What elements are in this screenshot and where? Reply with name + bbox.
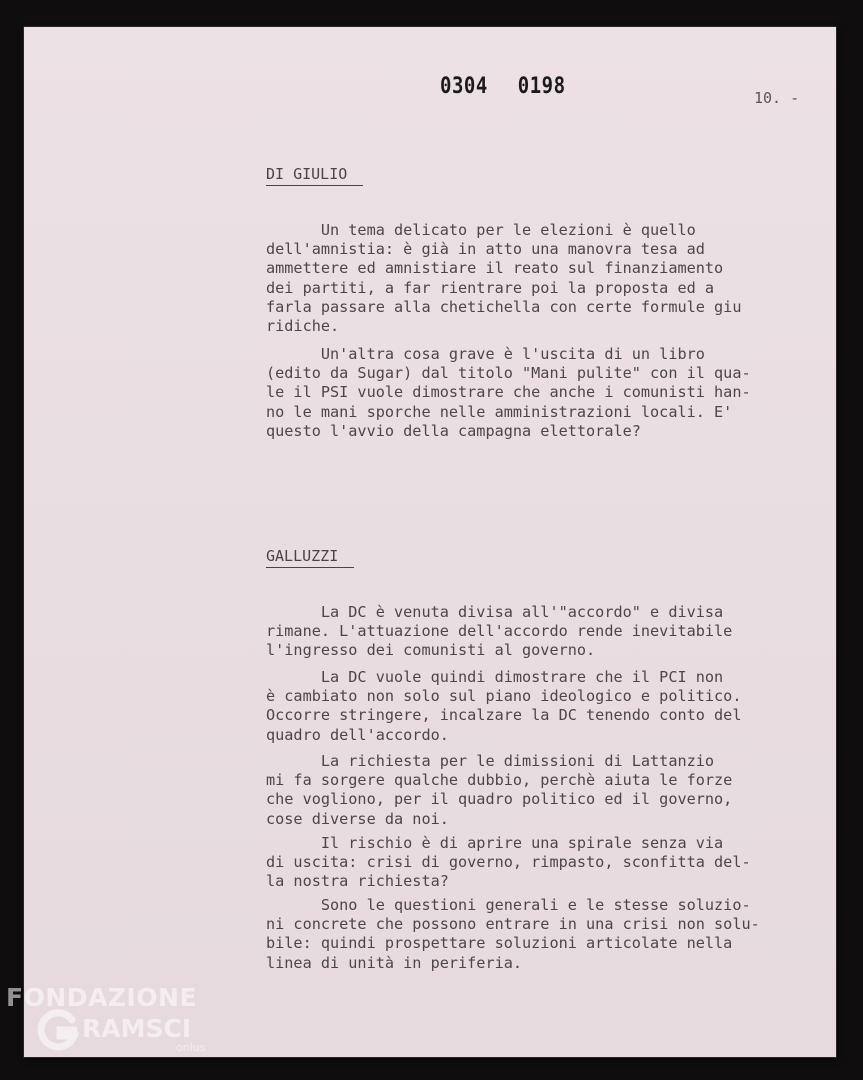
gramsci-g-logo-icon xyxy=(36,1008,80,1052)
watermark-onlus: onlus xyxy=(176,1041,206,1054)
speaker-heading-di-giulio: DI GIULIO xyxy=(266,165,363,186)
archive-number xyxy=(440,75,566,97)
paragraph: Un'altra cosa grave è l'uscita di un libro (edito da Sugar) dal titolo "Mani pulite" con il qua- le il PSI vuole dimostrare che anche i comunisti han- no le mani sporche nelle amministrazioni locali. E' questo l'avvio della campagna elettorale? xyxy=(266,345,751,440)
paragraph: La DC vuole quindi dimostrare che il PCI non è cambiato non solo sul piano ideologico e politico. Occorre stringere, incalzare la DC tenendo conto del quadro dell'accordo. xyxy=(266,668,742,744)
speaker-heading-galluzzi: GALLUZZI xyxy=(266,547,354,568)
paragraph: Un tema delicato per le elezioni è quello dell'amnistia: è già in atto una manovra tesa ad ammettere ed amnistiare il reato sul finanziamento dei partiti, a far rientrare poi la proposta ed a farla passare alla chetichella con certe formule giu ridiche. xyxy=(266,221,742,336)
paragraph: La richiesta per le dimissioni di Lattanzio mi fa sorgere qualche dubbio, perchè aiuta le forze che vogliono, per il quadro politico ed il governo, cose diverse da noi. xyxy=(266,752,733,828)
watermark-line2: RAMSCI xyxy=(82,1014,192,1043)
paragraph: La DC è venuta divisa all'"accordo" e divisa rimane. L'attuazione dell'accordo rende inevitabile l'ingresso dei comunisti al governo. xyxy=(266,603,733,660)
document-page xyxy=(24,27,836,1057)
page-number: 10. - xyxy=(754,89,800,107)
paragraph: Il rischio è di aprire una spirale senza via di uscita: crisi di governo, rimpasto, sconfitta del- la nostra richiesta? xyxy=(266,834,751,891)
archive-number-left: 0304 xyxy=(440,73,488,99)
paragraph: Sono le questioni generali e le stesse soluzio- ni concrete che possono entrare in una crisi non solu- bile: quindi prospettare soluzioni articolate nella linea di unità in periferia. xyxy=(266,896,760,972)
watermark-line1: FONDAZIONE xyxy=(6,983,198,1012)
archive-number-right: 0198 xyxy=(517,73,566,99)
fondazione-gramsci-watermark xyxy=(6,983,206,1054)
